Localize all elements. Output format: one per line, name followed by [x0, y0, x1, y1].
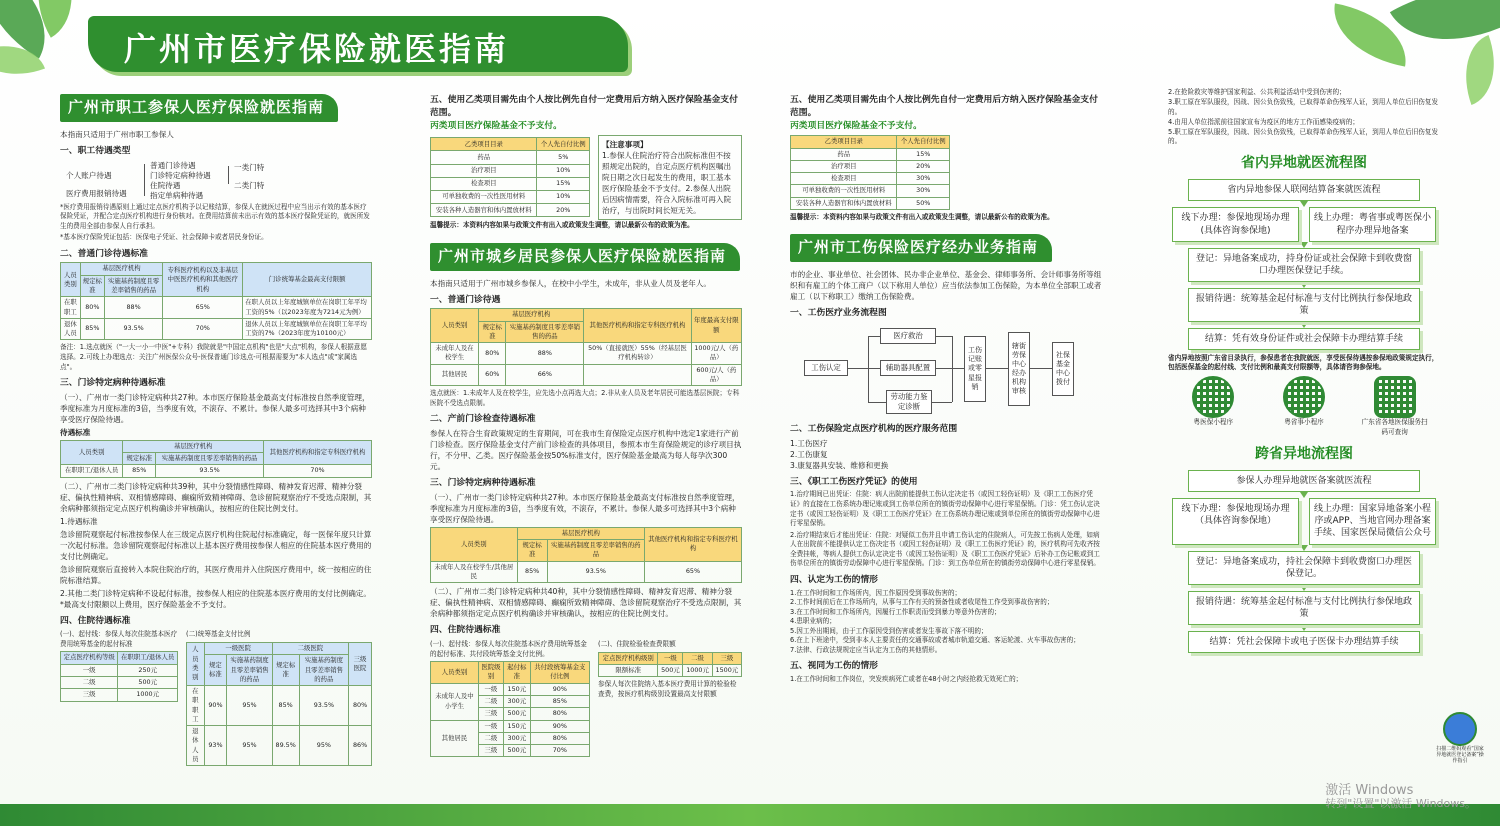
flow-assistive-device: 辅助器具配置 — [880, 360, 936, 376]
flow1-offline: 线下办理：参保地现场办理(具体咨询参保地) — [1172, 207, 1299, 241]
table-cell: 检查项目 — [431, 177, 537, 190]
table-cell: 药品 — [431, 151, 537, 164]
prenatal-text: 参保人在符合生育政策规定的生育期间，可在我市生育保险定点医疗机构中选定1家进行产前门诊检查。医疗保险基金支付产前门诊检查的具体项目，参照本市生育保险规定的诊疗项目执行，不分甲、乙类。医疗保险基金按50%标准支付，医疗保险基金最高为每人每孕次300元。 — [430, 429, 742, 472]
table-cell: 未成年人及在校学生/其他居民 — [431, 561, 518, 583]
case-item: 1.在工作时间和工作场所内，因工作原因受到事故伤害的； — [790, 588, 962, 597]
qr-code-row — [1168, 376, 1440, 438]
qr-label: 广东省各地医保服务扫码可查询 — [1361, 418, 1428, 437]
table-cell: 其他居民 — [431, 364, 479, 386]
table-cell: 80% — [530, 732, 589, 744]
table-cell: 三级 — [478, 708, 503, 720]
table-cell: 退休人员 — [187, 726, 205, 766]
table-cell: 150元 — [503, 720, 530, 732]
case-item: 3.在工作时间和工作场所内，因履行工作职责而受到暴力等意外伤害的； — [790, 607, 1001, 616]
table-cell: 安装各种人造器官和体内置放材料 — [431, 204, 537, 217]
table-cell: 未成年人及中小学生 — [431, 683, 479, 720]
resident-hospital-tables — [430, 639, 742, 760]
injury-flowchart — [790, 322, 1102, 418]
table-row — [599, 664, 742, 676]
table-inspection-limit — [598, 652, 742, 678]
table-cell: 89.5% — [272, 726, 299, 766]
table-special-disease — [60, 440, 372, 478]
table-cell: 实施基药制度且零差率销售的药品 — [227, 655, 272, 686]
table-cell: 90% — [530, 683, 589, 695]
table-cell: 二级 — [478, 732, 503, 744]
table-cell: 药品 — [791, 148, 897, 160]
table-cell: 规定标准 — [517, 540, 547, 562]
table-row — [61, 664, 178, 676]
heading-prenatal: 二、产前门诊检查待遇标准 — [430, 414, 536, 425]
flow1-online: 线上办理：粤省事或粤医保小程序办理异地备案 — [1309, 207, 1436, 241]
special-disease-text-d: 急诊留院观察起付标准按参保人在三级定点医疗机构住院起付标准确定，每一医保年度只计算一次起付标准。急诊留院观察起付标准以上基本医疗费用按参保人相应的住院基本医疗费用的支付比例确定。 — [60, 529, 372, 561]
qr-label: 粤医保小程序 — [1193, 418, 1234, 427]
table-cell: 65% — [644, 561, 741, 583]
heading-resident-special: 三、门诊特定病种待遇标准 — [430, 478, 536, 489]
table-cell: 85% — [123, 465, 156, 477]
case-item: 5.因工外出期间，由于工作原因受到伤害或者发生事故下落不明的； — [790, 626, 988, 635]
warm-tip-2: 温馨提示：本资料内容如果与政策文件有出入或政策发生调整，请以最新公布的政策为准。 — [790, 212, 1054, 221]
main-title: 广州市医疗保险就医指南 — [88, 16, 628, 72]
table-cell: 一级 — [658, 652, 683, 664]
table-cell: 治疗项目 — [791, 160, 897, 172]
table-cell: 1000元 — [683, 664, 712, 676]
resident-deductible-text: (一)、起付线：参保人每次住院基本医疗费用统筹基金的起付标准、共付段统筹基金支付比例。 — [430, 640, 587, 658]
heading-resident-hospital: 四、住院待遇标准 — [430, 625, 501, 636]
th-basic-institution: 基层医疗机构 — [80, 263, 163, 275]
table-cell: 其他医疗机构和指定专科医疗机构 — [584, 309, 691, 343]
table-cell: 85% — [80, 318, 104, 340]
table-cell: 规定标准 — [123, 453, 156, 465]
table-cell: 二级 — [683, 652, 712, 664]
table-cell: 93.5% — [299, 686, 348, 726]
table-cell: 500元 — [658, 664, 683, 676]
table-cell: 人员类别 — [431, 309, 479, 343]
table-cell: 60% — [479, 364, 506, 386]
hospital-deductible-text: (一)、起付线：参保人每次住院基本医疗费用统筹基金的起付标准 — [60, 630, 178, 648]
table-cell: 乙类项目目录 — [791, 136, 897, 148]
table-row — [431, 204, 590, 217]
special-disease-text-a: （一）、广州市一类门诊特定病种共27种。本市医疗保险基金最高支付标准按自然季度管理，季度标准为月度标准的3倍，当季度有效，不滚存、不累计。参保人最多可选择其中3个病种享受医疗保险待遇。 — [60, 392, 370, 424]
table-cell: 15% — [537, 177, 590, 190]
table-row — [431, 561, 742, 583]
th-max-limit: 门诊统筹基金最高支付限额 — [243, 263, 372, 297]
section-title-employee: 广州市职工参保人医疗保险就医指南 — [60, 94, 338, 122]
table-hospital-ratio — [186, 642, 372, 766]
table-row — [431, 343, 742, 365]
scope-item: 3.康复器具安装、维修和更换 — [790, 460, 889, 470]
table-cell: 65% — [163, 297, 243, 319]
watermark-line: 转到"设置"以激活 Windows。 — [1325, 796, 1476, 810]
table-cell: 86% — [349, 726, 372, 766]
table-row — [61, 297, 372, 319]
table-cell: 500元 — [503, 708, 530, 720]
case-item: 4.患职业病的； — [790, 617, 836, 626]
resident-intro: 本指南只适用于广州市城乡参保人，在校中小学生，未成年，非从业人员及老年人。 — [430, 278, 711, 288]
table-cell: 85% — [517, 561, 547, 583]
table-cell: 在职人员以上年度城镇单位在岗职工年平均工资的5%（以2023年度为7214元为例） — [243, 297, 372, 319]
column-injury-guide — [790, 94, 1102, 685]
table-cell: 30% — [897, 173, 950, 185]
table-cell: 300元 — [503, 732, 530, 744]
table-cell: 1000元 — [118, 689, 178, 701]
notice-box — [598, 135, 742, 220]
table-cell: 退休人员 — [61, 318, 81, 340]
table-cell: 二级 — [61, 677, 118, 689]
table-cell: 限额标准 — [599, 664, 658, 676]
table-cell: 在职职工 — [61, 297, 81, 319]
table-cell: 定点医疗机构等级 — [61, 652, 118, 664]
type-reimbursement: 医疗费用报销待遇 — [66, 188, 127, 198]
table-cell: 93% — [204, 726, 227, 766]
table-cell: 二级医院 — [272, 642, 348, 654]
table-cell: 88% — [506, 343, 584, 365]
table-cell: 共付段统筹基金支付比例 — [530, 662, 589, 684]
heading-injury-voucher: 三、《职工工伤医疗凭证》的使用 — [790, 476, 918, 487]
inspection-limit-note: 参保人每次住院纳入基本医疗费用计算的检验检查费，按医疗机构级别设置最高支付限额 — [598, 680, 737, 698]
watermark-line: 激活 Windows — [1325, 782, 1414, 798]
table-cell: 其他医疗机构和指定专科医疗机构 — [264, 440, 372, 465]
table-cell: 30% — [897, 185, 950, 197]
table-cell: 50%（直接就医）55%（经基层医疗机构转诊） — [584, 343, 691, 365]
column-resident-guide — [430, 94, 742, 760]
hospital-ratio-text: (二)统筹基金支付比例 — [186, 630, 251, 639]
flow1-register: 登记：异地备案成功，持身份证或社会保障卡到收费窗口办理医保登记手续。 — [1188, 248, 1420, 282]
inspection-limit-text: (二)、住院检验检查费限额 — [598, 640, 676, 649]
type-class-two: 二类门特 — [234, 180, 265, 190]
table-cell: 个人先自付比例 — [897, 136, 950, 148]
heading-resident-general: 一、普通门诊待遇 — [430, 294, 501, 305]
note-settlement: *医疗费用报销待遇原则上通过定点医疗机构予以记账结算，参保人在就医过程中应当出示有效的基本医疗保险凭证，并配合定点医疗机构进行身份核对。在费用结算前未出示有效的基本医疗保险凭证的，就医所发生的费用全部由参保人自行承担。 — [60, 202, 370, 230]
column-employee-guide — [60, 94, 372, 769]
flow2-step-header: 参保人办理异地就医备案就医流程 — [1188, 470, 1420, 492]
table-cell: 二级 — [478, 695, 503, 707]
table-row — [431, 151, 590, 164]
table-cell: 乙类项目目录 — [431, 138, 537, 151]
table-cell: 基层医疗机构 — [479, 309, 584, 321]
table-cell: 规定标准 — [272, 655, 299, 686]
flow-fund-center: 社保基金中心拨付 — [1052, 342, 1074, 396]
flow2-settle: 结算：凭社会保障卡或电子医保卡办理结算手续 — [1188, 631, 1420, 653]
table-general-clinic — [60, 262, 372, 340]
table-cell: 93.5% — [547, 561, 644, 583]
qr-code-icon[interactable] — [1283, 376, 1325, 418]
section-title-injury: 广州市工伤保险医疗经办业务指南 — [790, 234, 1052, 262]
flow2-online: 线上办理：国家异地备案小程序或APP、当地官网办理备案手续、国家医保局微信公众号 — [1309, 498, 1436, 544]
voucher-text-a: 1.治疗期间已出凭证：住院：病人出院前能提供工伤认定决定书（或因工轻伤证明）及《职工工伤医疗凭证》的直接在工伤系统办理记账或到工伤单位所在的镇街劳动保障中心进行零星保销。门诊：凭工伤认定决定书（或因工轻伤证明）及《职工工伤医疗凭证》在工伤系统办理记账或到单位所在的镇街劳动保障中心进行零星保销。 — [790, 490, 1100, 528]
type-personal-account: 个人账户待遇 — [66, 170, 112, 180]
qr-label: 扫描二维码观看“国家异地就医登记备案”操作指引 — [1436, 746, 1484, 764]
case-item: 7.法律、行政法规规定应当认定为工伤的其他情形。 — [790, 645, 942, 654]
top-case-item: 3.职工原在军队服役，因战、因公负伤致残，已取得革命伤残军人证，到用人单位后旧伤复发的。 — [1168, 97, 1439, 116]
table-cell: 检查项目 — [791, 173, 897, 185]
heading-class-b-items-2: 五、使用乙类项目需先由个人按比例先自付一定费用后方纳入医疗保险基金支付范围。 — [790, 95, 1098, 118]
table-cell: 其他居民 — [431, 720, 479, 757]
th-specialist: 专科医疗机构以及非基层中医医疗机构和其他医疗机构 — [163, 263, 243, 297]
type-single-disease: 指定单病种待遇 — [150, 190, 204, 200]
scope-item: 2.工伤康复 — [790, 449, 828, 459]
table-cell: 66% — [506, 364, 584, 386]
table-cell: 退休人员以上年度城镇单位在岗职工年平均工资的7%（2023年度为10100元） — [243, 318, 372, 340]
table-cell: 人员类别 — [61, 440, 123, 465]
table-cell: 起付标准 — [503, 662, 530, 684]
table-resident-general — [430, 308, 742, 386]
table-row — [61, 318, 372, 340]
type-general-clinic: 普通门诊待遇 — [150, 160, 196, 170]
table-class-b-ratio-2 — [790, 135, 950, 210]
table-deductible — [60, 651, 178, 701]
table-cell: 15% — [897, 148, 950, 160]
table-cell: 90% — [204, 686, 227, 726]
voucher-text-b: 2.治疗期结束后才能出凭证：住院：对疑似工伤并且申请工伤认定的住院病人，可先按工伤病人处理，如病人在出院前不能提供认定工伤决定书（或因工轻伤证明）及《职工工伤医疗凭证》的，医疗机构可先收齐按全费挂帐，等病人提供工伤认定决定书（或因工轻伤证明）及《职工工伤医疗凭证》后补办工伤记帐或到工伤单位所在的镇街劳动保障中心进行零星保销。门诊：到工伤单位所在的镇街劳动保障中心进行零星保销。 — [790, 530, 1100, 568]
table-cell: 实施基药制度且零差率销售的药品 — [156, 453, 264, 465]
table-cell: 500元 — [118, 677, 178, 689]
table-cell: 500元 — [503, 745, 530, 757]
table-cell: 人员类别 — [431, 527, 518, 561]
flow-injury-identify: 工伤认定 — [804, 360, 848, 376]
qr-label: 粤省事小程序 — [1284, 418, 1324, 427]
table-row — [791, 185, 950, 197]
table-cell: 实施基药制度且零差率销售的药品 — [506, 321, 584, 343]
table-cell: 50% — [897, 197, 950, 209]
table-cell: 年度最高支付限额 — [691, 309, 741, 343]
table-row — [61, 689, 178, 701]
table-cell: 85% — [530, 695, 589, 707]
heading-class-c-items: 丙类项目医疗保险基金不予支付。 — [430, 120, 562, 131]
table-row — [791, 173, 950, 185]
flow1-reimburse: 报销待遇：统筹基金起付标准与支付比例执行参保地政策 — [1188, 288, 1420, 322]
top-case-item: 5.职工原在军队服役，因战、因公负伤致残，已取得革命伤残军人证，到用人单位后旧伤复发的。 — [1168, 127, 1439, 146]
heading-class-c-items-2: 丙类项目医疗保险基金不予支付。 — [790, 120, 922, 131]
column-remote-medical — [1168, 88, 1440, 653]
table-cell: 88% — [104, 297, 162, 319]
table-cell: 20% — [897, 160, 950, 172]
table-cell: 一级 — [61, 664, 118, 676]
table-cell: 其他医疗机构和指定专科医疗机构 — [644, 527, 741, 561]
table-row — [791, 160, 950, 172]
table-cell: 10% — [537, 164, 590, 177]
table-cell: 80% — [80, 297, 104, 319]
table-cell — [584, 364, 691, 386]
heading-special-disease: 三、门诊特定病种待遇标准 — [60, 378, 166, 389]
note-point-selection: 备注：1.选点就医（"一大一小一中医"+专科）我院就是"中国定点机构"也是"大点"机构，参保人根据意愿选择。2.可线上办理选点：关注广州医保公众号-医保普通门诊选点-可根据需要为"本人选点"或"家属选点"。 — [60, 343, 367, 371]
table-cell: 1500元 — [712, 664, 741, 676]
table-cell: 在职职工/退休人员 — [118, 652, 178, 664]
heading-injury-cases: 四、认定为工伤的情形 — [790, 574, 878, 585]
deemed-injury-text: 1.在工作时间和工作岗位，突发疾病死亡或者在48小时之内经抢救无效死亡的； — [790, 675, 1023, 684]
table-row — [61, 677, 178, 689]
table-row — [791, 148, 950, 160]
injury-intro: 市的企业、事业单位、社会团体、民办非企业单位、基金会、律师事务所、会计师事务所等组织和有雇工的个体工商户（以下称用人单位）应当依法参加工伤保险，为本单位全部职工或者雇工（以下称职工）缴纳工伤保险费。 — [790, 270, 1102, 302]
heading-injury-scope: 二、工伤保险定点医疗机构的医疗服务范围 — [790, 423, 958, 434]
heading-types: 一、职工待遇类型 — [60, 145, 131, 156]
table-cell: 三级 — [478, 745, 503, 757]
table-row — [431, 177, 590, 190]
table-cell: 实施基药制度且零差率销售的药品 — [299, 655, 348, 686]
provincial-note: 省内异地按照广东省目录执行，参保患者在我院就医，享受医保待遇按参保地政策规定执行，包括医保基金的起付线、支付比例和最高支付限额等，具体请咨询参保地。 — [1168, 354, 1439, 372]
flow2-offline: 线下办理：参保地现场办理（具体咨询参保地） — [1172, 498, 1299, 544]
table-cell: 人员类别 — [431, 662, 479, 684]
heading-class-b-items: 五、使用乙类项目需先由个人按比例先自付一定费用后方纳入医疗保险基金支付范围。 — [430, 95, 738, 118]
warm-tip: 温馨提示：本资料内容如果与政策文件有出入或政策发生调整，请以最新公布的政策为准。 — [430, 221, 694, 230]
table-cell: 可单独收费的一次性医用材料 — [431, 190, 537, 203]
table-cell: 5% — [537, 151, 590, 164]
table-cell: 个人先自付比例 — [537, 138, 590, 151]
table-row — [431, 364, 742, 386]
flow-labor-assessment: 劳动能力鉴定诊断 — [886, 390, 932, 414]
table-cell: 定点医疗机构级别 — [599, 652, 658, 664]
table-cell: 80% — [479, 343, 506, 365]
table-cell: 安装各种人造器官和体内置放材料 — [791, 197, 897, 209]
section-title-resident: 广州市城乡居民参保人医疗保险就医指南 — [430, 243, 740, 271]
th-person-type: 人员类别 — [61, 263, 81, 297]
heading-injury-flow: 一、工伤医疗业务流程图 — [790, 308, 887, 319]
flow1-settle: 结算：凭有效身份证件或社会保障卡办理结算手续 — [1188, 328, 1420, 350]
table-cell: 基层医疗机构 — [123, 440, 264, 452]
heading-general-clinic: 二、普通门诊待遇标准 — [60, 248, 148, 259]
qr-code-icon[interactable] — [1374, 376, 1416, 418]
table-cell: 规定标准 — [479, 321, 506, 343]
top-case-item: 2.在抢险救灾等维护国家利益、公共利益活动中受到伤害的； — [1168, 88, 1346, 96]
scope-item: 1.工伤医疗 — [790, 438, 828, 448]
table-cell: 人员类别 — [187, 642, 205, 685]
case-item: 6.在上下班途中，受到非本人主要责任的交通事故或者城市轨道交通、客运轮渡、火车事故伤害的； — [790, 636, 1080, 645]
table-row — [61, 465, 372, 477]
national-qr-block — [1436, 712, 1484, 764]
table-cell: 95% — [227, 686, 272, 726]
table-cell: 三级医院 — [349, 642, 372, 685]
table-class-b-ratio — [430, 137, 590, 217]
table-cell: 85% — [272, 686, 299, 726]
notice-title: 【注意事项】 — [602, 140, 648, 150]
windows-activation-watermark — [1325, 784, 1476, 810]
table-row — [431, 190, 590, 203]
special-disease-text-e: 急诊留院观察后直接转入本院住院治疗的，其医疗费用并入住院医疗费用中，统一按相应的住院标准结算。 — [60, 564, 372, 585]
table-row — [431, 164, 590, 177]
table-cell: 250元 — [118, 664, 178, 676]
table-cell: 150元 — [503, 683, 530, 695]
table-resident-special — [430, 527, 742, 583]
table-cell: 基层医疗机构 — [517, 527, 644, 539]
note-credential: *基本医疗保险凭证包括：医保电子凭证、社会保障卡或者居民身份证。 — [60, 233, 268, 242]
table-cell: 80% — [530, 708, 589, 720]
flow-title-provincial: 省内异地就医流程图 — [1241, 155, 1367, 172]
leaf-decoration — [1451, 35, 1500, 105]
table-cell: 20% — [537, 204, 590, 217]
special-disease-text-f: 2.其他二类门诊特定病种不设起付标准，按参保人相应的住院基本医疗费用的支付比例确定。*最高支付限额以上费用，医疗保险基金不予支付。 — [60, 588, 371, 609]
flow2-register: 登记：异地备案成功，持社会保障卡到收费窗口办理医保登记。 — [1188, 551, 1420, 585]
table-cell: 一级 — [478, 720, 503, 732]
flow-injury-accounting: 工伤记账或零星报销 — [964, 336, 986, 402]
table-cell: 未成年人及在校学生 — [431, 343, 479, 365]
table-cell: 70% — [264, 465, 372, 477]
table-row — [431, 720, 590, 732]
flow2-reimburse: 报销待遇：统筹基金起付标准与支付比例执行参保地政策 — [1188, 591, 1420, 625]
table-cell: 一级 — [478, 683, 503, 695]
heading-hospital: 四、住院待遇标准 — [60, 615, 131, 626]
heading-deemed-injury: 五、视同为工伤的情形 — [790, 661, 878, 672]
table-cell: 600元/人（药品） — [691, 364, 741, 386]
table-cell: 治疗项目 — [431, 164, 537, 177]
table-cell: 95% — [227, 726, 272, 766]
type-class-one: 一类门特 — [234, 162, 265, 172]
table-cell: 实施基药制度且零差率销售的药品 — [547, 540, 644, 562]
table-cell: 三级 — [712, 652, 741, 664]
table-cell: 医院级别 — [478, 662, 503, 684]
top-case-item: 4.由用人单位指派前往国家宣布为疫区的地方工作而感染疫病的； — [1168, 117, 1359, 126]
table-cell: 70% — [530, 745, 589, 757]
table-cell: 在职职工 — [187, 686, 205, 726]
notice-text: 1.参保人住院治疗符合出院标准但不按照规定出院的，自定点医疗机构医嘱出院日期之次日起发生的费用，职工基本医疗保险基金不予支付。2.参保人出院后因病情需要，符合入院标准可再入院治疗，与出院时间长短无关。 — [602, 151, 732, 216]
table-cell: 规定标准 — [204, 655, 227, 686]
table-row — [791, 197, 950, 209]
type-special-disease: 门诊特定病种待遇 — [150, 170, 211, 180]
treatment-standard-label: 待遇标准 — [60, 427, 91, 437]
resident-selection-note: 选点就医：1.未成年人及在校学生，应先选小点再选大点；2.非从业人员及老年居民可能选基层医院；专科医院不受选点限制。 — [430, 389, 740, 407]
table-cell: 93.5% — [104, 318, 162, 340]
intro-text: 本指南只适用于广州市职工参保人 — [60, 129, 174, 139]
table-row — [187, 686, 372, 726]
flow-medical-treatment: 医疗救治 — [880, 328, 936, 344]
table-cell: 可单独收费的一次性医用材料 — [791, 185, 897, 197]
table-cell: 80% — [349, 686, 372, 726]
table-cell: 一级医院 — [204, 642, 272, 654]
flow-title-cross-province: 跨省异地流程图 — [1255, 446, 1353, 463]
qr-code-icon[interactable] — [1192, 376, 1234, 418]
table-cell: 95% — [299, 726, 348, 766]
table-cell: 70% — [163, 318, 243, 340]
resident-special-text-b: （二）、广州市二类门诊特定病种共40种，其中分裂情感性障碍、精神发育迟滞、精神分裂症、偏执性精神病、双相情感障碍、癫痫所致精神障碍、急诊留院观察治疗不受选点限制，其余病种都须指定定点医疗机构确诊并审核确认，按相应的住院比例支付。 — [430, 587, 742, 619]
table-cell: 90% — [530, 720, 589, 732]
th-basic-drug: 实施基药制度且零差率销售的药品 — [104, 275, 162, 297]
hospital-tables — [60, 629, 372, 769]
case-item: 2.工作时间前后在工作场所内，从事与工作有关的预备性或者收尾性工作受到事故伤害的； — [790, 598, 1054, 607]
table-row — [431, 683, 590, 695]
special-disease-text-b: （二）、广州市二类门诊特定病种共39种，其中分裂情感性障碍、精神发育迟滞、精神分裂症、偏执性精神病、双相情感障碍、癫痫所致精神障碍、急诊留院观察治疗不受选点限制，其余病种都须指定定点医疗机构确诊并审核确认，按相应的住院比例支付。 — [60, 481, 372, 513]
th-standard: 规定标准 — [80, 275, 104, 297]
flow-street-center: 辖街劳保中心经办机构审核 — [1008, 332, 1030, 406]
table-row — [187, 726, 372, 766]
table-cell: 在职职工/退休人员 — [61, 465, 123, 477]
types-tree — [60, 160, 372, 202]
table-cell: 300元 — [503, 695, 530, 707]
table-cell: 三级 — [61, 689, 118, 701]
table-cell: 10% — [537, 190, 590, 203]
type-hospital: 住院待遇 — [150, 180, 181, 190]
special-disease-text-c: 1.待遇标准 — [60, 516, 98, 526]
resident-special-text-a: （一）、广州市一类门诊特定病种共27种。本市医疗保险基金最高支付标准按自然季度管理，季度标准为月度标准的3倍，当季度有效，不滚存，不累计。参保人最多可选择其中3个病种享受医疗保险待遇。 — [430, 492, 740, 524]
table-resident-deductible — [430, 661, 590, 757]
table-cell: 1000元/人（药品） — [691, 343, 741, 365]
table-cell: 93.5% — [156, 465, 264, 477]
qr-code-icon[interactable] — [1443, 712, 1477, 746]
bottom-green-band — [0, 804, 1500, 826]
flow1-step-header: 省内异地参保人联网结算备案就医流程 — [1188, 179, 1420, 201]
